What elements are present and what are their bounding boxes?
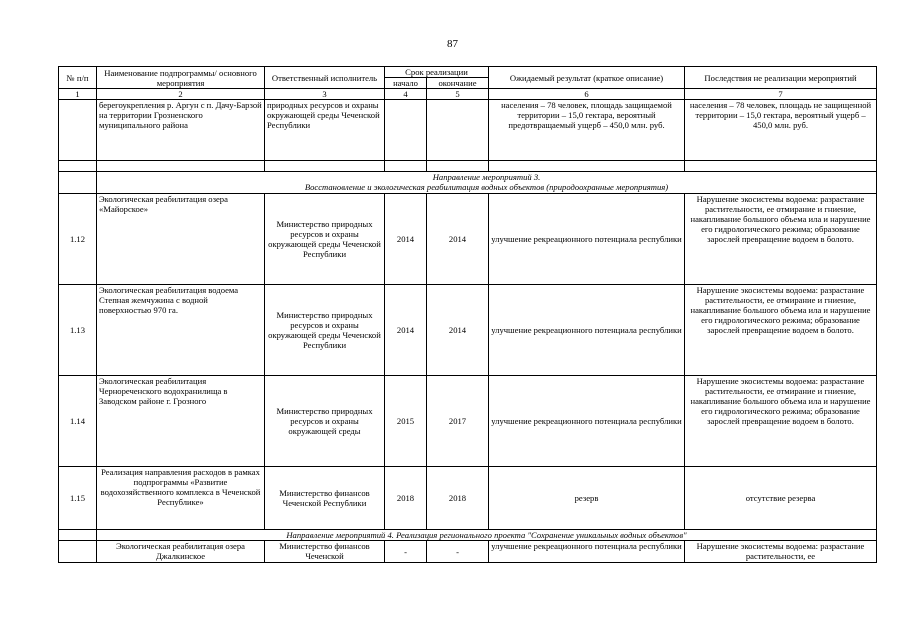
- header-row: [59, 67, 877, 78]
- row-start: -: [385, 541, 427, 563]
- row-consequence: населения – 78 человек, площадь не защищенной территории – 15,0 гектара, вероятный ущерб – 450,0 млн. руб.: [685, 100, 877, 161]
- row-start: 2015: [385, 376, 427, 467]
- row-consequence: Нарушение экосистемы водоема: разрастание растительности, ее отмирание и гниение, накапливание большого объема ила и нарушение его гидрологического режима; образование зарослей превращение водоем в болото.: [685, 285, 877, 376]
- row-responsible: Министерство финансов Чеченской Республики: [265, 467, 385, 530]
- row-num: 1.14: [59, 376, 97, 467]
- row-responsible: Министерство природных ресурсов и охраны окружающей среды Чеченской Республики: [265, 285, 385, 376]
- row-result: улучшение рекреационного потенциала республики: [489, 285, 685, 376]
- row-consequence: отсутствие резерва: [685, 467, 877, 530]
- header-end: окончание: [427, 78, 489, 89]
- row-responsible: природных ресурсов и охраны окружающей среды Чеченской Республики: [265, 100, 385, 161]
- col-number: 7: [685, 89, 877, 100]
- row-end: 2017: [427, 376, 489, 467]
- row-num: [59, 541, 97, 563]
- col-number: 4: [385, 89, 427, 100]
- col-number: 2: [97, 89, 265, 100]
- table-row: [59, 467, 877, 530]
- measures-table: [58, 66, 877, 563]
- row-consequence: Нарушение экосистемы водоема: разрастание растительности, ее: [685, 541, 877, 563]
- column-numbers-row: [59, 89, 877, 100]
- table-row-continued: [59, 100, 877, 161]
- row-start: [385, 100, 427, 161]
- row-start: 2014: [385, 194, 427, 285]
- header-result: Ожидаемый результат (краткое описание): [489, 67, 685, 89]
- row-name: Экологическая реабилитация Чернореченского водохранилища в Заводском районе г. Грозного: [97, 376, 265, 467]
- row-end: 2018: [427, 467, 489, 530]
- row-responsible: Министерство природных ресурсов и охраны окружающей среды Чеченской Республики: [265, 194, 385, 285]
- section-4-heading: Направление мероприятий 4. Реализация регионального проекта "Сохранение уникальных водных объектов": [97, 530, 877, 541]
- blank-row: [59, 161, 877, 172]
- row-end: [427, 100, 489, 161]
- row-name: Экологическая реабилитация озера «Майорское»: [97, 194, 265, 285]
- row-num: 1.13: [59, 285, 97, 376]
- row-result: резерв: [489, 467, 685, 530]
- row-responsible: Министерство финансов Чеченской: [265, 541, 385, 563]
- row-num: 1.12: [59, 194, 97, 285]
- section-3-line-2: Восстановление и экологическая реабилитация водных объектов (природоохранные мероприятия): [304, 182, 669, 192]
- row-start: 2014: [385, 285, 427, 376]
- section-heading-row: [59, 530, 877, 541]
- col-number: 6: [489, 89, 685, 100]
- header-consequence: Последствия не реализации мероприятий: [685, 67, 877, 89]
- row-consequence: Нарушение экосистемы водоема: разрастание растительности, ее отмирание и гниение, накапливание большого объема ила и нарушение его гидрологического режима; образование зарослей превращение водоем в болото.: [685, 376, 877, 467]
- header-start: начало: [385, 78, 427, 89]
- row-result: улучшение рекреационного потенциала республики: [489, 376, 685, 467]
- row-num: 1.15: [59, 467, 97, 530]
- table-row: [59, 376, 877, 467]
- section-3-line-1: Направление мероприятий 3.: [432, 172, 541, 182]
- row-name: берегоукрепления р. Аргун с п. Дачу-Барзой на территории Грозненского муниципального района: [97, 100, 265, 161]
- header-num: № п/п: [59, 67, 97, 89]
- table-row: [59, 194, 877, 285]
- row-num: [59, 172, 97, 194]
- col-number: 1: [59, 89, 97, 100]
- col-number: 5: [427, 89, 489, 100]
- row-num: [59, 530, 97, 541]
- row-end: 2014: [427, 285, 489, 376]
- row-responsible: Министерство природных ресурсов и охраны окружающей среды: [265, 376, 385, 467]
- row-result: населения – 78 человек, площадь защищаемой территории – 15,0 гектара, вероятный предотвращаемый ущерб – 450,0 млн. руб.: [489, 100, 685, 161]
- header-responsible: Ответственный исполнитель: [265, 67, 385, 89]
- row-name: Экологическая реабилитация озера Джалкинское: [97, 541, 265, 563]
- col-number: 3: [265, 89, 385, 100]
- section-heading-row: [59, 172, 877, 194]
- row-name: Реализация направления расходов в рамках подпрограммы «Развитие водохозяйственного комплекса в Чеченской Республике»: [97, 467, 265, 530]
- header-period: Срок реализации: [385, 67, 489, 78]
- section-3-heading: [97, 172, 877, 194]
- table-row: [59, 285, 877, 376]
- row-result: улучшение рекреационного потенциала республики: [489, 194, 685, 285]
- row-end: -: [427, 541, 489, 563]
- row-end: 2014: [427, 194, 489, 285]
- row-consequence: Нарушение экосистемы водоема: разрастание растительности, ее отмирание и гниение, накапливание большого объема ила и нарушение его гидрологического режима; образование зарослей превращение водоем в болото.: [685, 194, 877, 285]
- page-number: 87: [447, 38, 458, 50]
- row-name: Экологическая реабилитация водоема Степная жемчужина с водной поверхностью 970 га.: [97, 285, 265, 376]
- table-row: [59, 541, 877, 563]
- header-name: Наименование подпрограммы/ основного мероприятия: [97, 67, 265, 89]
- row-result: улучшение рекреационного потенциала республики: [489, 541, 685, 563]
- row-start: 2018: [385, 467, 427, 530]
- row-num: [59, 100, 97, 161]
